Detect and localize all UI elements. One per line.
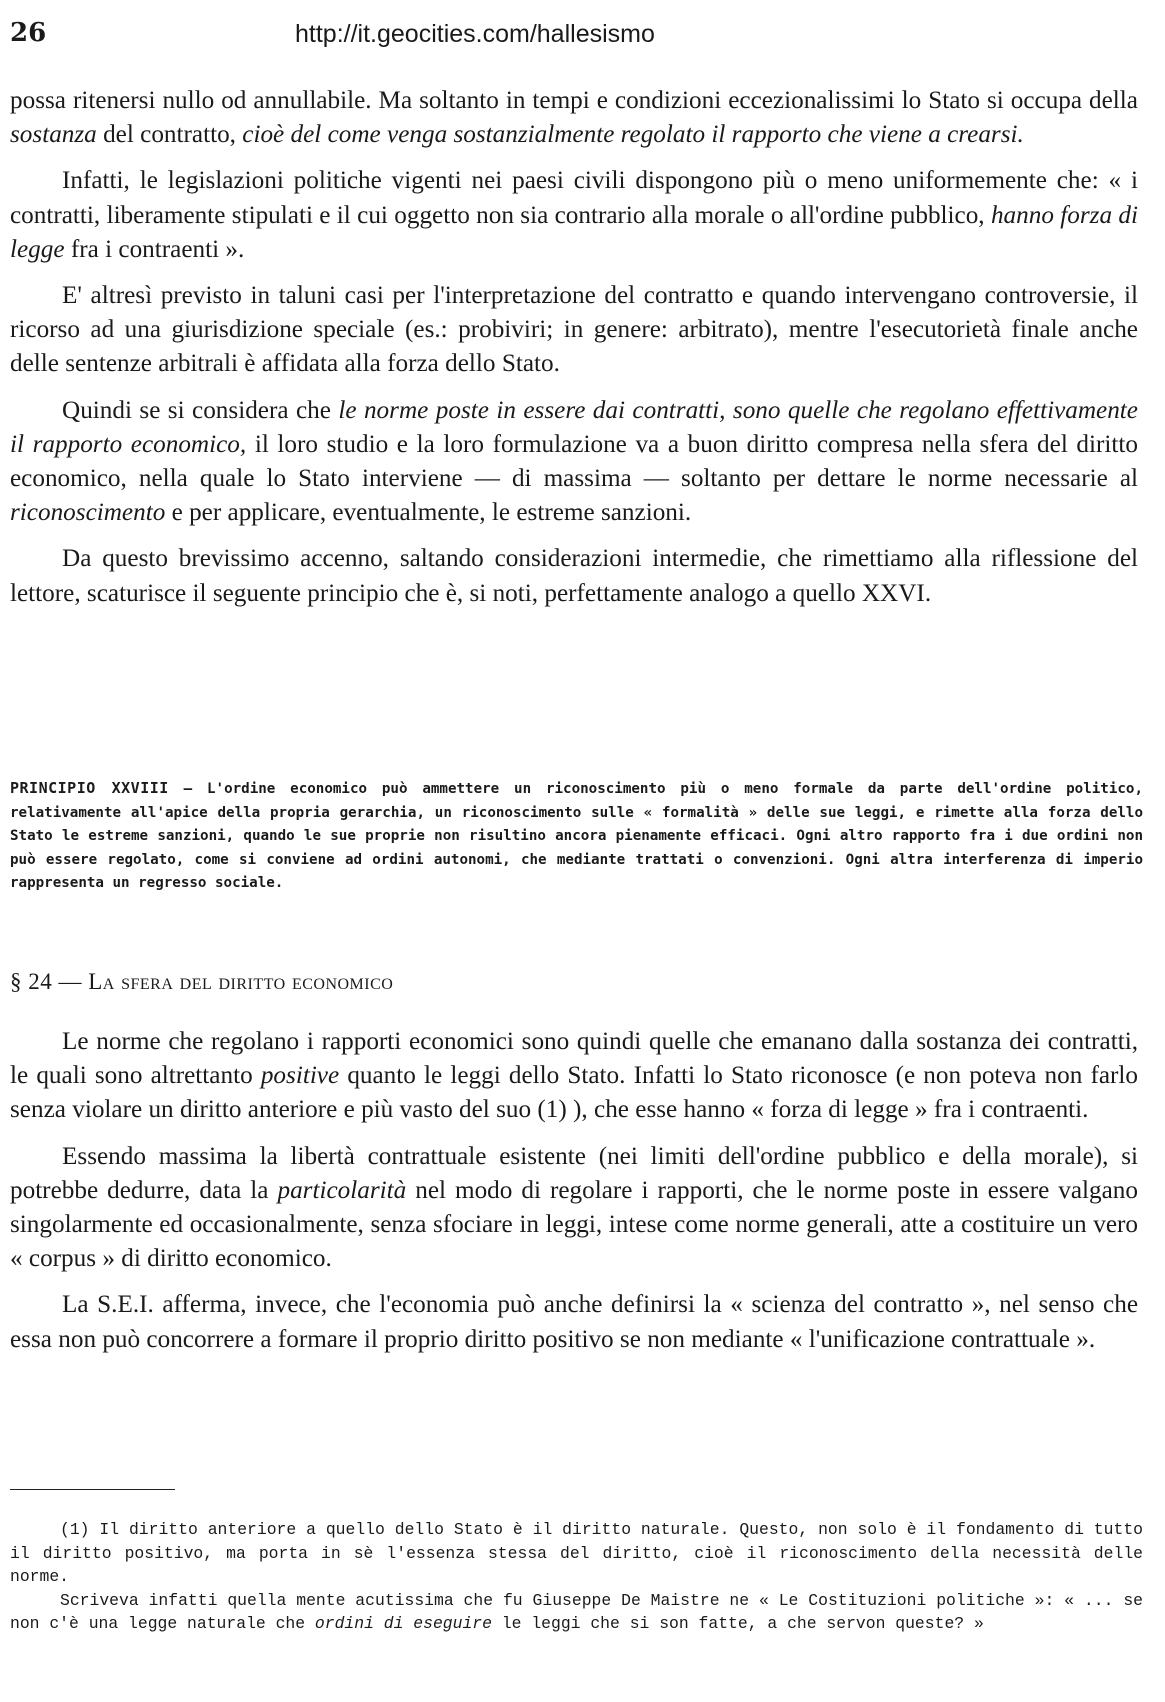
paragraph [10,84,1138,152]
italic-run: le norme poste in essere dai contratti, sono quelle che regolano effettivamente il rapporto economico, [10,396,1138,458]
principle-text: — L'ordine economico può ammettere un riconoscimento più o meno formale da parte dell'ordine politico, relativamente all'apice della propria gerarchia, un riconoscimento sulle « formalità » delle sue leggi, e rimette alla forza dello Stato le estreme sanzioni, quando le sue proprie non risultino ancora pienamente efficaci. Ogni altro rapporto fra i due ordini non può essere regolato, come si conviene ad ordini autonomi, che mediante trattati o convenzioni. Ogni altra interferenza di imperio rappresenta un regresso sociale. [10,781,1143,892]
italic-run: sostanza [10,121,97,149]
section-heading [10,969,393,995]
section-number: § 24 — [10,969,82,994]
section-title: La sfera del diritto economico [88,969,394,994]
paragraph: E' altresì previsto in taluni casi per l'interpretazione del contratto e quando intervengano controversie, il ricorso ad una giurisdizione speciale (es.: probiviri; in genere: arbitrato), mentre l'esecutorietà finale anche delle sentenze arbitrali è affidata alla forza dello Stato. [10,282,1138,378]
text-run: quanto le leggi dello Stato. Infatti lo Stato riconosce (e non poteva non farlo senza violare un diritto anteriore e più vasto del suo (1) ), che esse hanno « forza di legge » fra i contraenti. [10,1062,1138,1124]
text-run: e per applicare, eventualmente, le estreme sanzioni. [165,499,692,527]
main-text [10,84,1138,623]
paragraph: Da questo brevissimo accenno, saltando considerazioni intermedie, che rimettiamo alla riflessione del lettore, scaturisce il seguente principio che è, si noti, perfettamente analogo a quello XXVI. [10,545,1138,607]
text-run: Essendo massima la libertà contrattuale esistente (nei limiti dell'ordine pubblico e della morale), si potrebbe dedurre, data la [10,1142,1138,1204]
italic-run: cioè del come venga sostanzialmente regolato il rapporto che viene a crearsi. [242,121,1024,149]
text-run: Quindi se si considera che [62,396,339,424]
text-run: nel modo di regolare i rapporti, che le norme poste in essere valgano singolarmente ed occasionalmente, senza sfociare in leggi, intese come norme generali, atte a costituire un vero « corpus » di diritto economico. [10,1176,1138,1273]
text-run: il loro studio e la loro formulazione va a buon diritto compresa nella sfera del diritto economico, nella quale lo Stato interviene — di massima — soltanto per dettare le norme necessarie al [10,430,1138,493]
section-text [10,1025,1138,1369]
text-run: Scriveva infatti quella mente acutissima che fu Giuseppe De Maistre ne « Le Costituzioni politiche »: « ... se non c'è una legge naturale che [10,1590,1143,1633]
text-run: fra i contraenti ». [64,235,245,263]
page-number: 26 [10,18,47,48]
italic-run: ordini di eseguire [314,1614,492,1633]
italic-run: positive [260,1062,340,1090]
principle-block [10,777,1143,896]
principle-label: PRINCIPIO XXVIII [10,779,169,797]
footnotes [10,1518,1143,1636]
text-run: Infatti, le legislazioni politiche vigenti nei paesi civili dispongono più o meno uniformemente che: « i contratti, liberamente stipulati e il cui oggetto non sia contrario alla morale o all'ordine pubblico, [10,167,1138,229]
italic-run: hanno forza di legge [10,201,1138,263]
footnote-divider [10,1489,175,1490]
page-header [10,18,1145,58]
text-run: le leggi che si son fatte, a che servon queste? » [491,1614,984,1633]
paragraph: La S.E.I. afferma, invece, che l'economia può anche definirsi la « scienza del contratto », nel senso che essa non può concorrere a formare il proprio diritto positivo se non mediante « l'unificazione contrattuale ». [10,1291,1138,1353]
paragraph [10,1025,1138,1128]
footnote [10,1589,1143,1636]
italic-run: particolarità [277,1176,407,1204]
text-run: possa ritenersi nullo od annullabile. Ma soltanto in tempi e condizioni eccezionalissimi lo Stato si occupa della [10,87,1138,114]
text-run: Le norme che regolano i rapporti economici sono quindi quelle che emanano dalla sostanza dei contratti, le quali sono altrettanto [10,1028,1138,1090]
text-run: del contratto, [96,121,243,149]
footnote: (1) Il diritto anteriore a quello dello Stato è il diritto naturale. Questo, non solo è il fondamento di tutto il diritto positivo, ma porta in sè l'essenza stessa del diritto, cioè il riconoscimento della necessità delle norme. [10,1520,1143,1586]
paragraph [10,164,1138,267]
paragraph [10,394,1138,531]
source-url: http://it.geocities.com/hallesismo [295,20,655,48]
paragraph [10,1140,1138,1277]
italic-run: riconoscimento [10,499,166,527]
